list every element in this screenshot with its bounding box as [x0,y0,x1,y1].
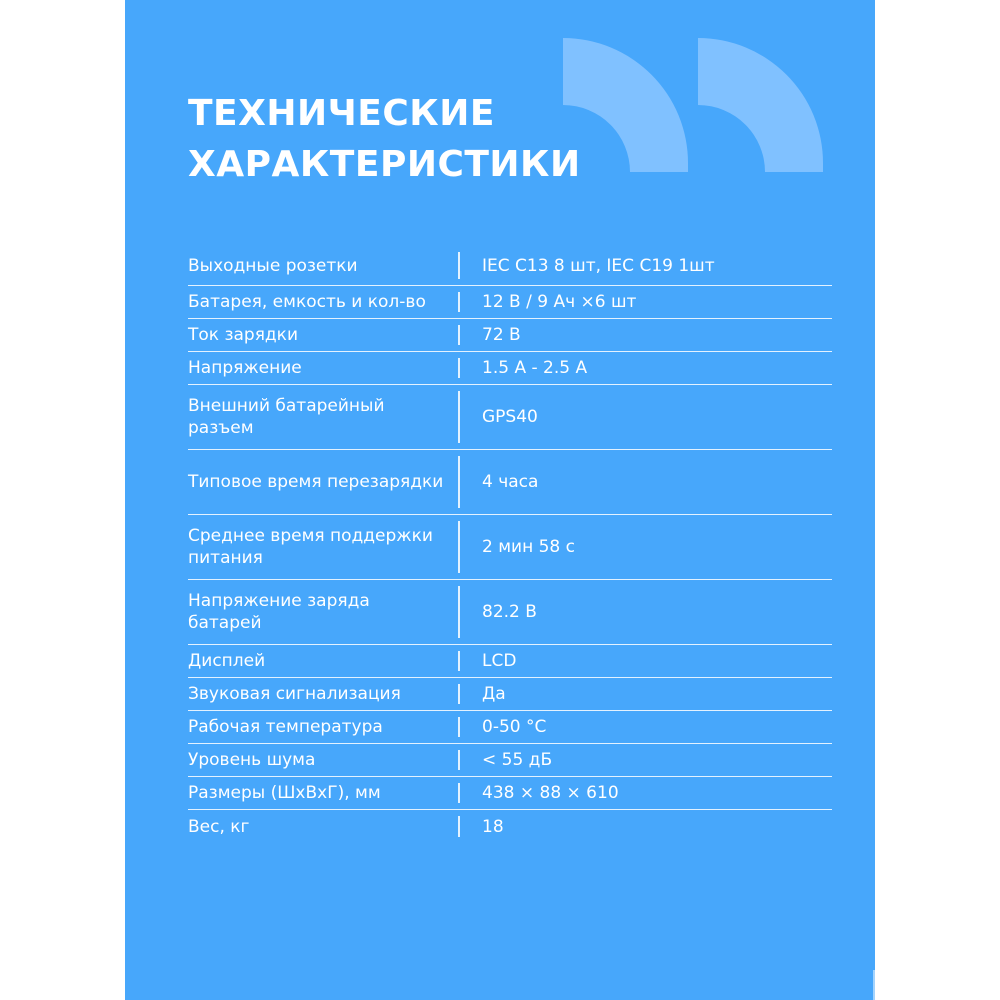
spec-row-dimensions [188,777,832,810]
spec-value: < 55 дБ [482,750,553,770]
spec-row-voltage [188,352,832,385]
spec-value: 2 мин 58 с [482,537,575,557]
title-line-1: ТЕХНИЧЕСКИЕ [188,93,495,134]
spec-row-charge-current [188,319,832,352]
spec-value: 0-50 °C [482,717,547,737]
spec-value: 438 × 88 × 610 [482,783,619,803]
spec-value: 72 В [482,325,521,345]
spec-value: 12 В / 9 Ач ×6 шт [482,292,637,312]
title-line-2: ХАРАКТЕРИСТИКИ [188,144,581,185]
spec-label: Звуковая сигнализация [188,684,401,704]
spec-label: Среднее время поддержки питания [188,526,433,568]
spec-row-noise [188,744,832,777]
spec-row-display [188,645,832,678]
spec-row-backup-time [188,515,832,580]
spec-label: Уровень шума [188,750,316,770]
spec-card [125,0,875,1000]
spec-value: LCD [482,651,517,671]
spec-row-battery-connector [188,385,832,450]
spec-value: GPS40 [482,407,538,427]
spec-value: 18 [482,816,504,837]
spec-label: Вес, кг [188,816,250,837]
page-title [188,88,581,190]
spec-label: Размеры (ШхВхГ), мм [188,783,381,803]
spec-label: Ток зарядки [188,325,299,345]
spec-label: Напряжение [188,358,302,378]
edge-marker [873,970,875,1000]
spec-value: 1.5 A - 2.5 A [482,358,588,378]
spec-row-weight [188,810,832,843]
spec-row-outlets [188,246,832,286]
spec-row-alarm [188,678,832,711]
spec-label: Типовое время перезарядки [188,472,444,492]
spec-label: Батарея, емкость и кол-во [188,292,426,312]
spec-label: Внешний батарейный разъем [188,396,385,438]
spec-value: Да [482,684,506,704]
spec-row-temperature [188,711,832,744]
spec-row-charge-voltage [188,580,832,645]
spec-row-recharge-time [188,450,832,515]
spec-label: Напряжение заряда батарей [188,591,370,633]
spec-label: Выходные розетки [188,255,358,276]
spec-table [188,246,832,843]
spec-row-battery [188,286,832,319]
spec-label: Рабочая температура [188,717,383,737]
spec-value: IEC C13 8 шт, IEC C19 1шт [482,255,715,276]
spec-value: 4 часа [482,472,539,492]
spec-value: 82.2 В [482,602,537,622]
spec-label: Дисплей [188,651,266,671]
